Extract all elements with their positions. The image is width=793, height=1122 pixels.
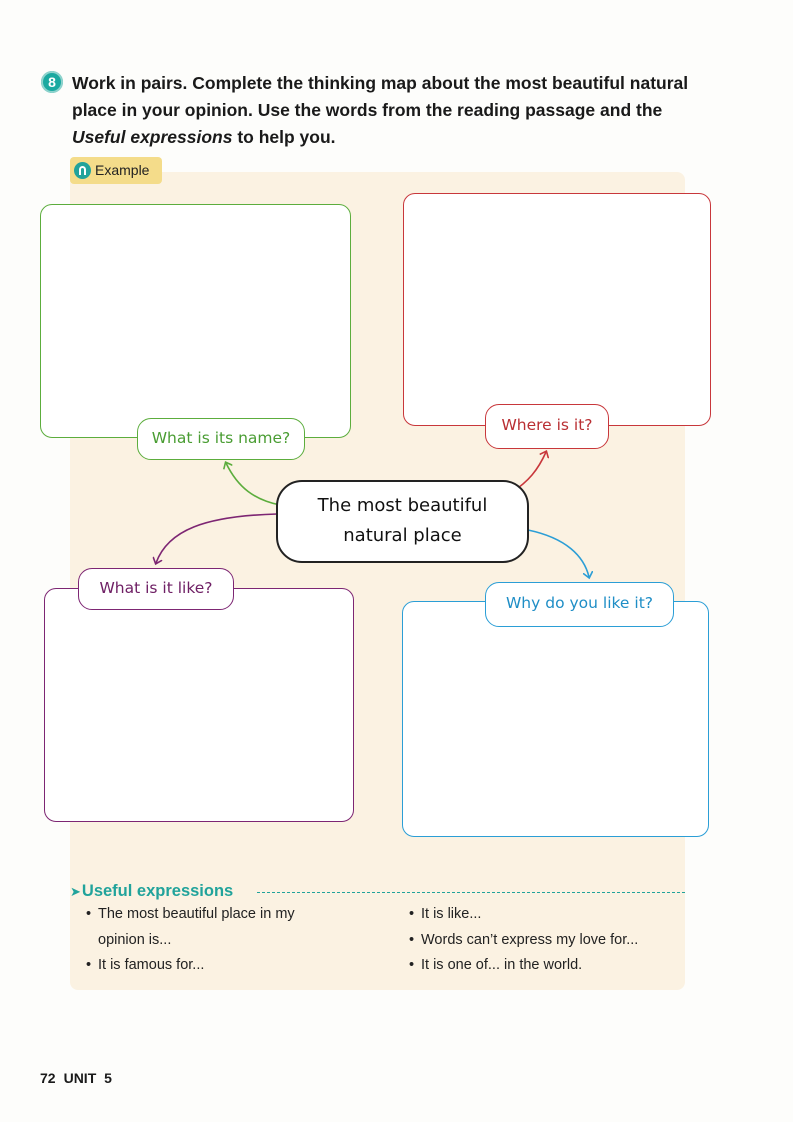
list-item: • It is one of... in the world. bbox=[409, 953, 679, 979]
center-topic-line2: natural place bbox=[343, 525, 462, 546]
question-name: What is its name? bbox=[137, 418, 305, 460]
arrow-to-name bbox=[226, 463, 280, 505]
center-topic-line1: The most beautiful bbox=[317, 495, 488, 516]
expressions-left-column bbox=[86, 902, 336, 979]
page-footer bbox=[40, 1070, 112, 1086]
exercise-number-badge: 8 bbox=[41, 71, 63, 93]
question-description: What is it like? bbox=[78, 568, 234, 610]
arrow-to-description bbox=[156, 514, 277, 563]
arrow-to-reason bbox=[528, 530, 589, 577]
arrow-right-icon: ➤ bbox=[70, 884, 81, 899]
useful-expressions-heading: ➤Useful expressions bbox=[70, 882, 234, 900]
example-label: Example bbox=[95, 162, 150, 178]
unit-label: UNIT 5 bbox=[63, 1070, 112, 1086]
question-location: Where is it? bbox=[485, 404, 609, 449]
list-item: • The most beautiful place in my opinion is... bbox=[86, 902, 336, 953]
list-item: • Words can’t express my love for... bbox=[409, 928, 679, 954]
dashed-divider bbox=[257, 892, 685, 893]
exercise-instructions: Work in pairs. Complete the thinking map about the most beautiful natural place in your opinion. Use the words from the reading passage and the Useful expressions to help you. bbox=[72, 73, 689, 147]
question-reason: Why do you like it? bbox=[485, 582, 674, 627]
page-number: 72 bbox=[40, 1070, 56, 1086]
list-item: • It is like... bbox=[409, 902, 679, 928]
expressions-right-column bbox=[409, 902, 679, 979]
center-topic bbox=[276, 480, 529, 563]
list-item: • It is famous for... bbox=[86, 953, 336, 979]
